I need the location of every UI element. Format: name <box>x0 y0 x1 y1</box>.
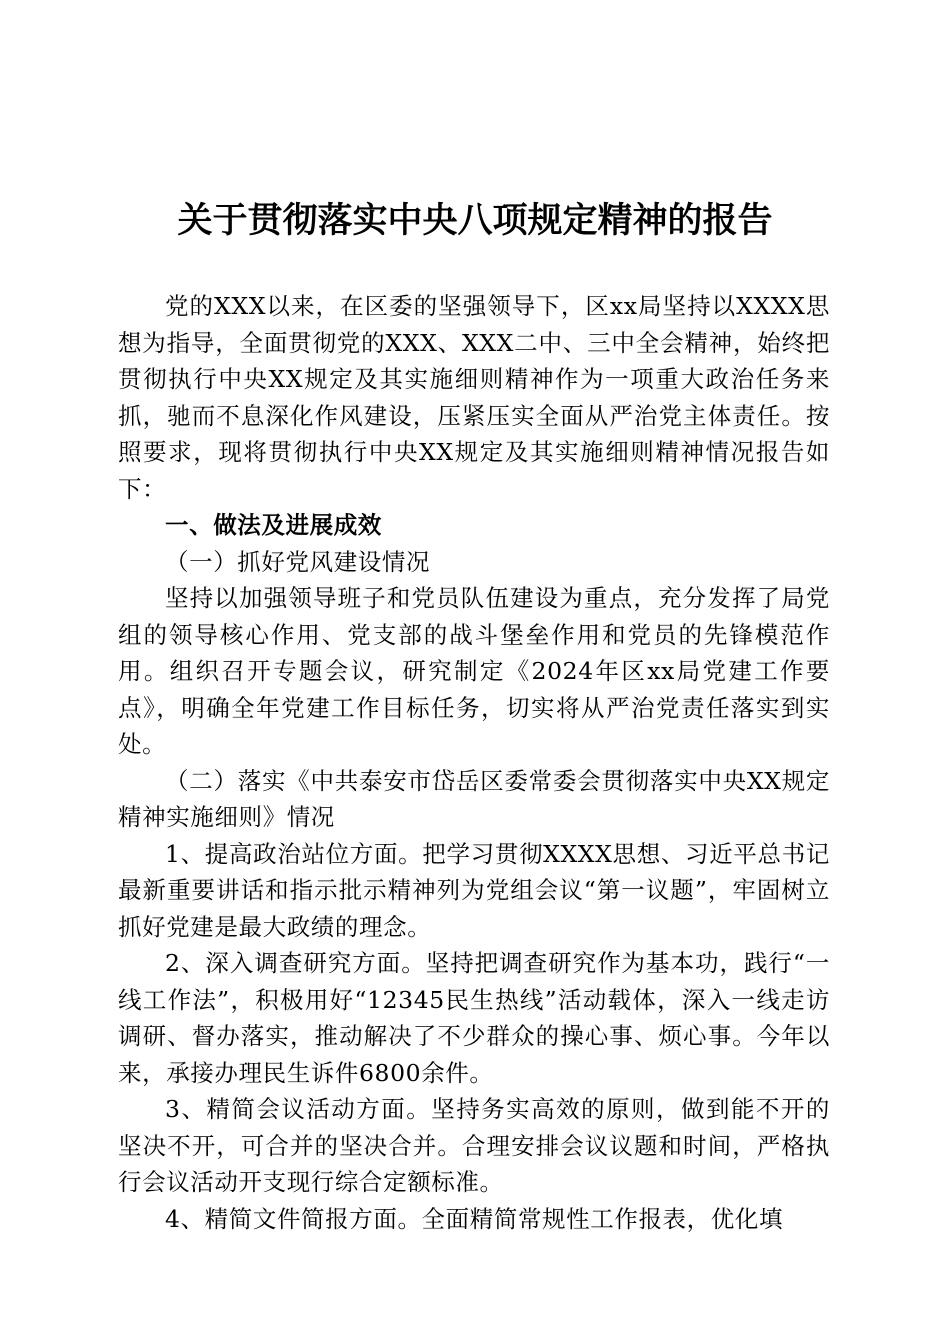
item-4-paragraph: 4、精简文件简报方面。全面精简常规性工作报表，优化填 <box>165 1204 784 1233</box>
item-3-paragraph: 3、精简会议活动方面。坚持务实高效的原则，做到能不开的坚决不开，可合并的坚决合并。合理安排会议议题和时间，严格执行会议活动开支现行综合定额标准。 <box>118 1095 830 1196</box>
section-heading-1: 一、做法及进展成效 <box>165 511 382 539</box>
item-1-paragraph: 1、提高政治站位方面。把学习贯彻XXXX思想、习近平总书记最新重要讲话和指示批示精神列为党组会议“第一议题”，牢固树立抓好党建是最大政绩的理念。 <box>118 839 830 941</box>
subsection-heading-1: （一）抓好党风建设情况 <box>165 547 431 576</box>
item-2-paragraph: 2、深入调查研究方面。坚持把调查研究作为基本功，践行“一线工作法”，积极用好“12345民生热线”活动载体，深入一线走访调研、督办落实，推动解决了不少群众的操心事、烦心事。今年以来，承接办理民生诉件6800余件。 <box>118 949 830 1087</box>
document-body <box>118 288 830 1237</box>
document-title: 关于贯彻落实中央八项规定精神的报告 <box>177 200 773 241</box>
subsection-1-paragraph: 坚持以加强领导班子和党员队伍建设为重点，充分发挥了局党组的领导核心作用、党支部的战斗堡垒作用和党员的先锋模范作用。组织召开专题会议，研究制定《2024年区xx局党建工作要点》，明确全年党建工作目标任务，切实将从严治党责任落实到实处。 <box>118 584 830 758</box>
subsection-heading-2: （二）落实《中共泰安市岱岳区委常委会贯彻落实中央XX规定精神实施细则》情况 <box>118 766 830 831</box>
intro-paragraph: 党的XXX以来，在区委的坚强领导下，区xx局坚持以XXXX思想为指导，全面贯彻党的XXX、XXX二中、三中全会精神，始终把贯彻执行中央XX规定及其实施细则精神作为一项重大政治任务来抓，驰而不息深化作风建设，压紧压实全面从严治党主体责任。按照要求，现将贯彻执行中央XX规定及其实施细则精神情况报告如下： <box>118 292 830 503</box>
